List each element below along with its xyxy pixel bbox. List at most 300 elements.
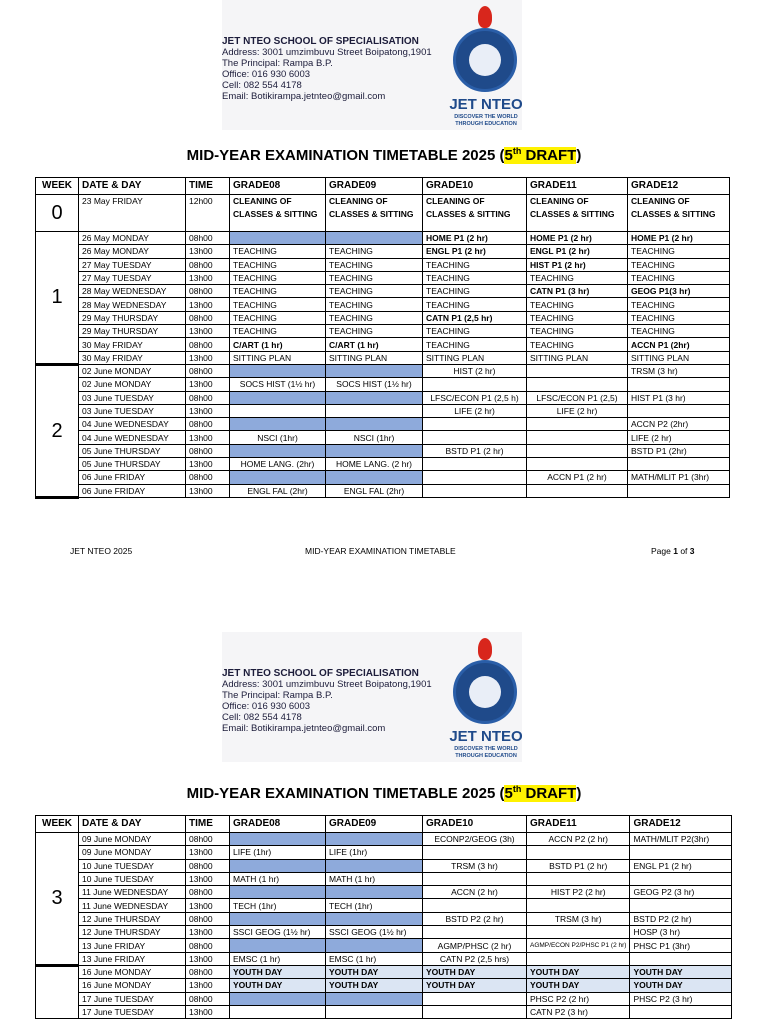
exam-cell: SOCS HIST (1½ hr) <box>326 378 423 391</box>
timetable-page-2 <box>35 815 732 1019</box>
exam-cell: BSTD P1 (2 hr) <box>423 444 527 457</box>
timetable-page-1 <box>35 177 730 499</box>
exam-cell: TEACHING <box>423 325 527 338</box>
school-office: Office: 016 930 6003 <box>222 69 311 80</box>
exam-cell: MATH (1 hr) <box>326 872 423 885</box>
exam-cell: AGMP/ECON P2/PHSC P1 (2 hr) <box>527 939 630 952</box>
exam-cell <box>230 886 326 899</box>
school-address: Address: 3001 umzimbuvu Street Boipatong,1901 <box>222 47 432 58</box>
exam-cell: PHSC P2 (2 hr) <box>527 992 630 1005</box>
flame-icon <box>478 638 492 660</box>
date-cell: 30 May FRIDAY <box>79 338 186 351</box>
exam-cell: HOME P1 (2 hr) <box>527 232 628 245</box>
exam-cell: YOUTH DAY <box>423 965 527 978</box>
date-cell: 29 May THURSDAY <box>79 325 186 338</box>
exam-cell: LIFE (2 hr) <box>527 404 628 417</box>
exam-cell <box>527 418 628 431</box>
exam-cell: TEACHING <box>628 245 730 258</box>
exam-cell: HOSP (3 hr) <box>630 926 732 939</box>
exam-cell: ENGL P1 (2 hr) <box>630 859 732 872</box>
exam-cell <box>527 364 628 377</box>
exam-cell: ENGL P1 (2 hr) <box>423 245 527 258</box>
time-cell: 13h00 <box>186 846 230 859</box>
exam-cell: TRSM (3 hr) <box>527 912 630 925</box>
school-principal: The Principal: Rampa B.P. <box>222 58 333 69</box>
date-cell: 28 May WEDNESDAY <box>79 285 186 298</box>
time-cell: 13h00 <box>186 926 230 939</box>
exam-cell: TEACHING <box>230 311 326 324</box>
table-row <box>36 952 732 965</box>
school-header <box>222 632 522 762</box>
header-grade10: GRADE10 <box>423 178 527 195</box>
exam-cell <box>423 431 527 444</box>
exam-cell <box>423 926 527 939</box>
time-cell: 08h00 <box>186 833 230 846</box>
table-row <box>36 351 730 364</box>
exam-cell: C/ART (1 hr) <box>326 338 423 351</box>
time-cell: 08h00 <box>186 939 230 952</box>
exam-cell <box>326 418 423 431</box>
exam-cell: CATN P2 (2,5 hrs) <box>423 952 527 965</box>
exam-cell: YOUTH DAY <box>230 979 326 992</box>
exam-cell <box>423 1005 527 1018</box>
exam-cell: MATH (1 hr) <box>230 872 326 885</box>
header-row: WEEK DATE & DAY TIME GRADE08 GRADE09 GRADE10 GRADE11 GRADE12 <box>36 816 732 833</box>
table-row <box>36 899 732 912</box>
date-cell: 13 June FRIDAY <box>79 939 186 952</box>
exam-cell: MATH/MLIT P2(3hr) <box>630 833 732 846</box>
exam-cell: LIFE (1hr) <box>326 846 423 859</box>
exam-cell <box>326 404 423 417</box>
exam-cell: YOUTH DAY <box>230 965 326 978</box>
exam-cell: TEACHING <box>230 245 326 258</box>
exam-cell: ECONP2/GEOG (3h) <box>423 833 527 846</box>
exam-cell <box>326 939 423 952</box>
exam-cell: GEOG P2 (3 hr) <box>630 886 732 899</box>
exam-cell: TECH (1hr) <box>326 899 423 912</box>
exam-cell: LIFE (2 hr) <box>423 404 527 417</box>
exam-cell <box>326 886 423 899</box>
date-cell: 04 June WEDNESDAY <box>79 418 186 431</box>
draft-highlight: 5th DRAFT <box>504 146 577 164</box>
exam-cell <box>230 992 326 1005</box>
date-cell: 06 June FRIDAY <box>79 484 186 497</box>
time-cell: 13h00 <box>186 325 230 338</box>
exam-cell <box>230 833 326 846</box>
exam-cell: TEACHING <box>628 325 730 338</box>
exam-cell: NSCI (1hr) <box>230 431 326 444</box>
logo-tagline: DISCOVER THE WORLD THROUGH EDUCATION <box>454 114 518 127</box>
exam-cell: TEACHING <box>527 311 628 324</box>
table-row <box>36 404 730 417</box>
table-row <box>36 471 730 484</box>
header-grade12: GRADE12 <box>628 178 730 195</box>
exam-cell: SOCS HIST (1½ hr) <box>230 378 326 391</box>
exam-cell: TEACHING <box>326 298 423 311</box>
exam-cell: BSTD P2 (2 hr) <box>630 912 732 925</box>
exam-cell: TEACHING <box>527 338 628 351</box>
page-2 <box>0 632 768 1024</box>
table-row <box>36 992 732 1005</box>
table-row <box>36 1005 732 1018</box>
exam-cell: TEACHING <box>326 285 423 298</box>
exam-cell: CATN P2 (3 hr) <box>527 1005 630 1018</box>
exam-cell <box>326 364 423 377</box>
time-cell: 08h00 <box>186 965 230 978</box>
exam-cell: LIFE (2 hr) <box>628 431 730 444</box>
table-row <box>36 258 730 271</box>
exam-cell: TEACHING <box>326 258 423 271</box>
time-cell: 08h00 <box>186 232 230 245</box>
exam-cell: YOUTH DAY <box>527 965 630 978</box>
table-row <box>36 245 730 258</box>
exam-cell: TEACHING <box>628 271 730 284</box>
table-row <box>36 232 730 245</box>
exam-cell: TEACHING <box>326 271 423 284</box>
time-cell: 13h00 <box>186 378 230 391</box>
table-row <box>36 338 730 351</box>
exam-cell <box>628 404 730 417</box>
table-row <box>36 979 732 992</box>
time-cell: 08h00 <box>186 418 230 431</box>
date-cell: 27 May TUESDAY <box>79 271 186 284</box>
time-cell: 13h00 <box>186 484 230 497</box>
header-time: TIME <box>186 178 230 195</box>
exam-cell: TEACHING <box>423 258 527 271</box>
table-row <box>36 886 732 899</box>
exam-cell <box>527 926 630 939</box>
time-cell: 08h00 <box>186 886 230 899</box>
table-row <box>36 271 730 284</box>
exam-cell: HIST P2 (2 hr) <box>527 886 630 899</box>
week-number: 0 <box>36 195 79 232</box>
exam-cell <box>326 444 423 457</box>
exam-cell <box>230 1005 326 1018</box>
exam-cell: ENGL FAL (2hr) <box>326 484 423 497</box>
exam-cell: CATN P1 (3 hr) <box>527 285 628 298</box>
exam-cell <box>230 444 326 457</box>
exam-cell: TRSM (3 hr) <box>628 364 730 377</box>
exam-cell: YOUTH DAY <box>527 979 630 992</box>
date-cell: 12 June THURSDAY <box>79 912 186 925</box>
time-cell: 08h00 <box>186 912 230 925</box>
exam-cell: TEACHING <box>230 258 326 271</box>
exam-cell <box>230 391 326 404</box>
school-cell: Cell: 082 554 4178 <box>222 80 302 91</box>
exam-cell: TEACHING <box>326 311 423 324</box>
week-number: 3 <box>36 833 79 966</box>
exam-cell <box>527 899 630 912</box>
exam-cell <box>630 846 732 859</box>
time-cell: 13h00 <box>186 952 230 965</box>
exam-cell: YOUTH DAY <box>326 979 423 992</box>
exam-cell: EMSC (1 hr) <box>326 952 423 965</box>
exam-cell <box>527 872 630 885</box>
exam-cell <box>230 232 326 245</box>
exam-cell: BSTD P1 (2hr) <box>628 444 730 457</box>
date-cell: 09 June MONDAY <box>79 846 186 859</box>
date-cell: 03 June TUESDAY <box>79 404 186 417</box>
exam-cell <box>628 378 730 391</box>
time-cell: 08h00 <box>186 391 230 404</box>
exam-cell: SSCI GEOG (1½ hr) <box>230 926 326 939</box>
date-cell: 10 June TUESDAY <box>79 859 186 872</box>
date-cell: 27 May TUESDAY <box>79 258 186 271</box>
exam-cell: CATN P1 (2,5 hr) <box>423 311 527 324</box>
exam-cell <box>527 846 630 859</box>
exam-cell: TEACHING <box>527 271 628 284</box>
exam-cell <box>326 912 423 925</box>
page-title: MID-YEAR EXAMINATION TIMETABLE 2025 (5th DRAFT) <box>186 146 582 164</box>
exam-cell: ENGL P1 (2 hr) <box>527 245 628 258</box>
time-cell: 08h00 <box>186 364 230 377</box>
exam-cell <box>628 458 730 471</box>
table-row <box>36 444 730 457</box>
exam-cell <box>423 846 527 859</box>
exam-cell: TEACHING <box>230 271 326 284</box>
exam-cell: BSTD P2 (2 hr) <box>423 912 527 925</box>
date-cell: 03 June TUESDAY <box>79 391 186 404</box>
exam-cell: HOME P1 (2 hr) <box>628 232 730 245</box>
school-header <box>222 0 522 130</box>
exam-cell: C/ART (1 hr) <box>230 338 326 351</box>
date-cell: 10 June TUESDAY <box>79 872 186 885</box>
exam-cell: ACCN P2 (2 hr) <box>527 833 630 846</box>
exam-cell: TEACHING <box>527 298 628 311</box>
exam-cell: ACCN P1 (2 hr) <box>527 471 628 484</box>
exam-cell: SITTING PLAN <box>628 351 730 364</box>
date-cell: 11 June WEDNESDAY <box>79 886 186 899</box>
footer-left: JET NTEO 2025 <box>70 546 133 556</box>
exam-cell: TEACHING <box>230 285 326 298</box>
header-week: WEEK <box>36 178 79 195</box>
table-row <box>36 311 730 324</box>
footer-center: MID-YEAR EXAMINATION TIMETABLE <box>305 546 456 556</box>
exam-cell: SITTING PLAN <box>423 351 527 364</box>
date-cell: 06 June FRIDAY <box>79 471 186 484</box>
time-cell: 13h00 <box>186 872 230 885</box>
footer-page: Page 1 of 3 <box>651 546 695 556</box>
header-grade09: GRADE09 <box>326 178 423 195</box>
table-row <box>36 364 730 377</box>
table-row <box>36 926 732 939</box>
exam-cell: PHSC P1 (3hr) <box>630 939 732 952</box>
exam-cell <box>326 859 423 872</box>
exam-cell: TECH (1hr) <box>230 899 326 912</box>
exam-cell <box>326 232 423 245</box>
exam-cell <box>630 899 732 912</box>
table-row: 0 23 May FRIDAY 12h00 CLEANING OF CLASSES & SITTING CLEANING OF CLASSES & SITTING CLEANING OF CLASSES & SITTING CLEANING OF CLASSES & SITTING CLEANING OF CLASSES & SITTING <box>36 195 730 232</box>
time-cell: 13h00 <box>186 431 230 444</box>
exam-cell <box>230 418 326 431</box>
exam-cell <box>630 952 732 965</box>
time-cell: 08h00 <box>186 471 230 484</box>
exam-cell: HOME P1 (2 hr) <box>423 232 527 245</box>
table-row <box>36 965 732 978</box>
exam-cell: HIST P1 (3 hr) <box>628 391 730 404</box>
week-number <box>36 965 79 1018</box>
exam-cell <box>527 952 630 965</box>
exam-cell: TEACHING <box>423 338 527 351</box>
time-cell: 13h00 <box>186 271 230 284</box>
exam-cell: ACCN (2 hr) <box>423 886 527 899</box>
time-cell: 08h00 <box>186 859 230 872</box>
header-grade08: GRADE08 <box>230 178 326 195</box>
exam-cell: GEOG P1(3 hr) <box>628 285 730 298</box>
exam-cell: MATH/MLIT P1 (3hr) <box>628 471 730 484</box>
exam-cell: YOUTH DAY <box>630 979 732 992</box>
exam-cell <box>230 939 326 952</box>
exam-cell: TEACHING <box>423 298 527 311</box>
exam-cell <box>326 391 423 404</box>
exam-cell <box>630 872 732 885</box>
exam-cell: ENGL FAL (2hr) <box>230 484 326 497</box>
school-logo <box>448 6 524 130</box>
exam-cell <box>326 1005 423 1018</box>
exam-cell <box>423 458 527 471</box>
table-row <box>36 859 732 872</box>
date-cell: 30 May FRIDAY <box>79 351 186 364</box>
week-number: 2 <box>36 364 79 497</box>
table-row <box>36 378 730 391</box>
flame-icon <box>478 6 492 28</box>
exam-cell: HOME LANG. (2 hr) <box>326 458 423 471</box>
exam-cell: SITTING PLAN <box>326 351 423 364</box>
exam-cell: TEACHING <box>230 298 326 311</box>
time-cell: 13h00 <box>186 351 230 364</box>
table-row <box>36 912 732 925</box>
date-cell: 26 May MONDAY <box>79 232 186 245</box>
exam-cell: YOUTH DAY <box>630 965 732 978</box>
header-row <box>36 178 730 195</box>
exam-cell: TRSM (3 hr) <box>423 859 527 872</box>
date-cell: 26 May MONDAY <box>79 245 186 258</box>
header-grade11: GRADE11 <box>527 178 628 195</box>
exam-cell: TEACHING <box>423 285 527 298</box>
date-cell: 02 June MONDAY <box>79 364 186 377</box>
table-row <box>36 458 730 471</box>
time-cell: 13h00 <box>186 899 230 912</box>
time-cell: 13h00 <box>186 298 230 311</box>
school-logo: JET NTEO DISCOVER THE WORLD THROUGH EDUCATION <box>448 638 524 762</box>
table-row <box>36 939 732 952</box>
exam-cell <box>423 471 527 484</box>
date-cell: 28 May WEDNESDAY <box>79 298 186 311</box>
exam-cell <box>423 378 527 391</box>
exam-cell <box>423 899 527 912</box>
exam-cell <box>423 418 527 431</box>
date-cell: 04 June WEDNESDAY <box>79 431 186 444</box>
exam-cell <box>423 484 527 497</box>
exam-cell <box>230 912 326 925</box>
table-row <box>36 418 730 431</box>
exam-cell: TEACHING <box>326 325 423 338</box>
table-row <box>36 833 732 846</box>
exam-cell <box>423 992 527 1005</box>
exam-cell <box>527 378 628 391</box>
exam-cell <box>527 444 628 457</box>
table-row <box>36 391 730 404</box>
time-cell: 08h00 <box>186 338 230 351</box>
time-cell: 13h00 <box>186 458 230 471</box>
exam-cell: SSCI GEOG (1½ hr) <box>326 926 423 939</box>
exam-cell: TEACHING <box>628 298 730 311</box>
exam-cell: TEACHING <box>423 271 527 284</box>
exam-cell: HIST P1 (2 hr) <box>527 258 628 271</box>
exam-cell: TEACHING <box>628 258 730 271</box>
school-info: JET NTEO SCHOOL OF SPECIALISATION Address: 3001 umzimbuvu Street Boipatong,1901 The Principal: Rampa B.P. Office: 016 930 6003 Cell: 082 554 4178 Email: Botikirampa.jetnteo@gmail.com <box>222 668 432 734</box>
logo-text: JET NTEO <box>449 96 523 113</box>
exam-cell <box>527 431 628 444</box>
date-cell: 29 May THURSDAY <box>79 311 186 324</box>
date-cell: 17 June TUESDAY <box>79 1005 186 1018</box>
date-cell: 16 June MONDAY <box>79 979 186 992</box>
time-cell: 08h00 <box>186 311 230 324</box>
exam-cell: YOUTH DAY <box>423 979 527 992</box>
date-cell: 12 June THURSDAY <box>79 926 186 939</box>
exam-cell <box>628 484 730 497</box>
exam-cell: LIFE (1hr) <box>230 846 326 859</box>
exam-cell <box>527 458 628 471</box>
exam-cell <box>423 872 527 885</box>
exam-cell: EMSC (1 hr) <box>230 952 326 965</box>
table-row <box>36 285 730 298</box>
date-cell: 05 June THURSDAY <box>79 444 186 457</box>
exam-cell: LFSC/ECON P1 (2,5 h) <box>423 391 527 404</box>
exam-cell: PHSC P2 (3 hr) <box>630 992 732 1005</box>
header-date: DATE & DAY <box>79 178 186 195</box>
date-cell: 05 June THURSDAY <box>79 458 186 471</box>
exam-cell: HOME LANG. (2hr) <box>230 458 326 471</box>
exam-cell: LFSC/ECON P1 (2,5) <box>527 391 628 404</box>
exam-cell <box>326 833 423 846</box>
exam-cell: SITTING PLAN <box>527 351 628 364</box>
time-cell: 13h00 <box>186 245 230 258</box>
time-cell: 13h00 <box>186 1005 230 1018</box>
exam-cell: TEACHING <box>628 311 730 324</box>
exam-cell: ACCN P2 (2hr) <box>628 418 730 431</box>
exam-cell: SITTING PLAN <box>230 351 326 364</box>
week-number: 1 <box>36 232 79 365</box>
table-row <box>36 872 732 885</box>
date-cell: 13 June FRIDAY <box>79 952 186 965</box>
date-cell: 11 June WEDNESDAY <box>79 899 186 912</box>
exam-cell <box>230 471 326 484</box>
table-row <box>36 484 730 497</box>
exam-cell <box>527 484 628 497</box>
exam-cell: HIST (2 hr) <box>423 364 527 377</box>
exam-cell: ACCN P1 (2hr) <box>628 338 730 351</box>
time-cell: 08h00 <box>186 444 230 457</box>
date-cell: 02 June MONDAY <box>79 378 186 391</box>
exam-cell: TEACHING <box>326 245 423 258</box>
time-cell: 13h00 <box>186 979 230 992</box>
school-name: JET NTEO SCHOOL OF SPECIALISATION <box>222 36 419 47</box>
exam-cell: TEACHING <box>230 325 326 338</box>
exam-cell <box>630 1005 732 1018</box>
emblem-icon <box>453 660 517 724</box>
date-cell: 17 June TUESDAY <box>79 992 186 1005</box>
table-row <box>36 325 730 338</box>
exam-cell <box>326 992 423 1005</box>
exam-cell: YOUTH DAY <box>326 965 423 978</box>
table-row <box>36 846 732 859</box>
school-email: Email: Botikirampa.jetnteo@gmail.com <box>222 91 386 102</box>
exam-cell: BSTD P1 (2 hr) <box>527 859 630 872</box>
table-row <box>36 431 730 444</box>
exam-cell: AGMP/PHSC (2 hr) <box>423 939 527 952</box>
school-info <box>222 36 432 102</box>
